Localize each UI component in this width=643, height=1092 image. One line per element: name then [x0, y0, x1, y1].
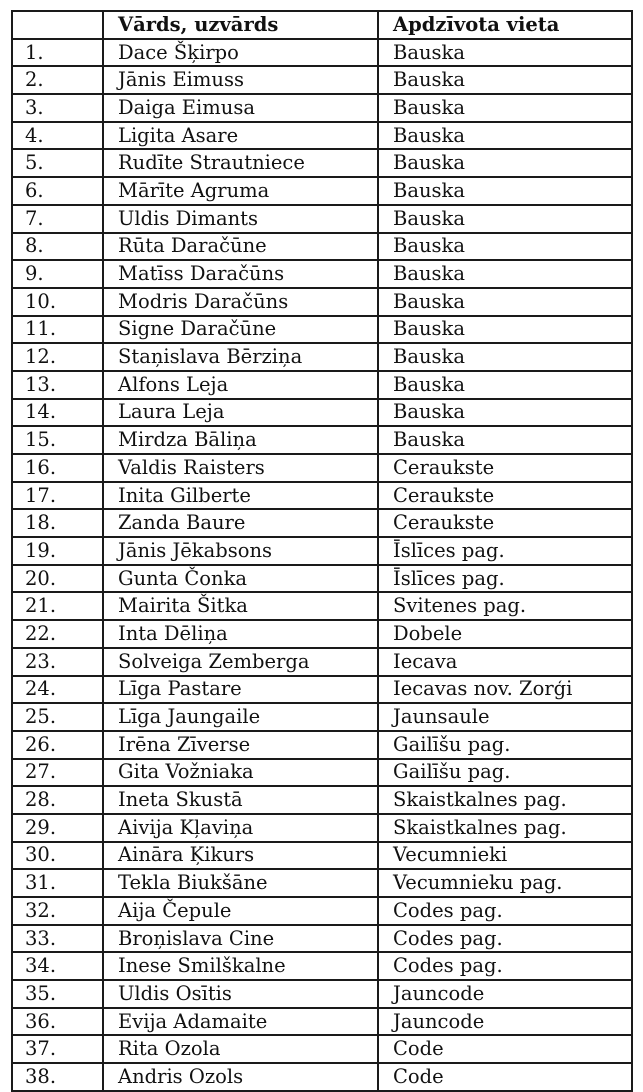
row-number-cell: 36.: [12, 1008, 103, 1036]
row-number-cell: 12.: [12, 343, 103, 371]
table-row: [12, 316, 632, 344]
row-number-cell: 1.: [12, 39, 103, 67]
table-row: [12, 509, 632, 537]
row-name-cell: Ligita Asare: [103, 122, 378, 150]
row-place-cell: Bauska: [378, 177, 632, 205]
row-name-cell: Aivija Kļaviņa: [103, 814, 378, 842]
row-number-cell: 34.: [12, 952, 103, 980]
row-name-cell: Andris Ozols: [103, 1063, 378, 1091]
row-place-cell: Skaistkalnes pag.: [378, 814, 632, 842]
row-place-cell: Īslīces pag.: [378, 565, 632, 593]
row-place-cell: Bauska: [378, 149, 632, 177]
row-number-cell: 37.: [12, 1035, 103, 1063]
row-place-cell: Bauska: [378, 39, 632, 67]
table-row: [12, 869, 632, 897]
row-name-cell: Jānis Jēkabsons: [103, 537, 378, 565]
table-row: [12, 676, 632, 704]
row-name-cell: Staņislava Bērziņa: [103, 343, 378, 371]
row-name-cell: Matīss Daračūns: [103, 260, 378, 288]
table-row: [12, 620, 632, 648]
row-place-cell: Codes pag.: [378, 897, 632, 925]
table-row: [12, 897, 632, 925]
row-place-cell: Bauska: [378, 399, 632, 427]
row-place-cell: Bauska: [378, 426, 632, 454]
row-number-cell: 17.: [12, 482, 103, 510]
table-row: [12, 454, 632, 482]
row-number-cell: 7.: [12, 205, 103, 233]
row-name-cell: Rudīte Strautniece: [103, 149, 378, 177]
table-row: [12, 233, 632, 261]
row-name-cell: Mairita Šitka: [103, 592, 378, 620]
table-row: [12, 205, 632, 233]
row-place-cell: Code: [378, 1063, 632, 1091]
row-number-cell: 38.: [12, 1063, 103, 1091]
row-number-cell: 13.: [12, 371, 103, 399]
participants-table-container: [11, 10, 631, 1088]
row-number-cell: 31.: [12, 869, 103, 897]
row-name-cell: Zanda Baure: [103, 509, 378, 537]
table-row: [12, 703, 632, 731]
row-place-cell: Bauska: [378, 66, 632, 94]
table-row: [12, 980, 632, 1008]
row-place-cell: Jaunsaule: [378, 703, 632, 731]
row-name-cell: Līga Jaungaile: [103, 703, 378, 731]
row-name-cell: Dace Šķirpo: [103, 39, 378, 67]
row-name-cell: Inita Gilberte: [103, 482, 378, 510]
table-row: [12, 1008, 632, 1036]
row-number-cell: 14.: [12, 399, 103, 427]
header-name: Vārds, uzvārds: [103, 11, 378, 39]
row-place-cell: Gailīšu pag.: [378, 759, 632, 787]
row-name-cell: Solveiga Zemberga: [103, 648, 378, 676]
row-name-cell: Gunta Čonka: [103, 565, 378, 593]
row-place-cell: Codes pag.: [378, 925, 632, 953]
table-body: [12, 39, 632, 1091]
table-row: [12, 399, 632, 427]
header-number: [12, 11, 103, 39]
participants-table: [11, 10, 633, 1092]
row-place-cell: Vecumnieku pag.: [378, 869, 632, 897]
row-place-cell: Jauncode: [378, 1008, 632, 1036]
row-place-cell: Bauska: [378, 122, 632, 150]
row-number-cell: 27.: [12, 759, 103, 787]
row-number-cell: 28.: [12, 786, 103, 814]
row-number-cell: 15.: [12, 426, 103, 454]
row-name-cell: Alfons Leja: [103, 371, 378, 399]
row-number-cell: 23.: [12, 648, 103, 676]
row-name-cell: Tekla Biukšāne: [103, 869, 378, 897]
table-row: [12, 426, 632, 454]
row-name-cell: Aija Čepule: [103, 897, 378, 925]
row-number-cell: 25.: [12, 703, 103, 731]
row-number-cell: 10.: [12, 288, 103, 316]
row-number-cell: 20.: [12, 565, 103, 593]
row-number-cell: 30.: [12, 842, 103, 870]
table-row: [12, 842, 632, 870]
row-number-cell: 5.: [12, 149, 103, 177]
row-number-cell: 22.: [12, 620, 103, 648]
row-place-cell: Bauska: [378, 233, 632, 261]
row-number-cell: 18.: [12, 509, 103, 537]
row-number-cell: 19.: [12, 537, 103, 565]
row-name-cell: Evija Adamaite: [103, 1008, 378, 1036]
row-place-cell: Jauncode: [378, 980, 632, 1008]
table-row: [12, 122, 632, 150]
table-row: [12, 288, 632, 316]
row-name-cell: Laura Leja: [103, 399, 378, 427]
row-place-cell: Bauska: [378, 343, 632, 371]
row-name-cell: Rūta Daračūne: [103, 233, 378, 261]
row-number-cell: 11.: [12, 316, 103, 344]
table-row: [12, 565, 632, 593]
table-row: [12, 592, 632, 620]
row-number-cell: 8.: [12, 233, 103, 261]
row-place-cell: Iecavas nov. Zorģi: [378, 676, 632, 704]
row-place-cell: Bauska: [378, 288, 632, 316]
row-place-cell: Bauska: [378, 205, 632, 233]
row-place-cell: Vecumnieki: [378, 842, 632, 870]
row-name-cell: Rita Ozola: [103, 1035, 378, 1063]
row-place-cell: Skaistkalnes pag.: [378, 786, 632, 814]
row-name-cell: Irēna Zīverse: [103, 731, 378, 759]
table-row: [12, 39, 632, 67]
table-header-row: [12, 11, 632, 39]
table-row: [12, 482, 632, 510]
row-name-cell: Gita Vožniaka: [103, 759, 378, 787]
row-name-cell: Mārīte Agruma: [103, 177, 378, 205]
row-place-cell: Dobele: [378, 620, 632, 648]
table-row: [12, 260, 632, 288]
row-number-cell: 24.: [12, 676, 103, 704]
row-name-cell: Inese Smilškalne: [103, 952, 378, 980]
table-row: [12, 149, 632, 177]
row-number-cell: 26.: [12, 731, 103, 759]
header-place: Apdzīvota vieta: [378, 11, 632, 39]
row-name-cell: Valdis Raisters: [103, 454, 378, 482]
row-place-cell: Ceraukste: [378, 509, 632, 537]
table-row: [12, 177, 632, 205]
table-row: [12, 925, 632, 953]
row-place-cell: Codes pag.: [378, 952, 632, 980]
row-place-cell: Ceraukste: [378, 482, 632, 510]
row-name-cell: Līga Pastare: [103, 676, 378, 704]
row-place-cell: Gailīšu pag.: [378, 731, 632, 759]
table-row: [12, 814, 632, 842]
table-row: [12, 952, 632, 980]
table-row: [12, 759, 632, 787]
row-name-cell: Aināra Ķikurs: [103, 842, 378, 870]
row-number-cell: 4.: [12, 122, 103, 150]
row-number-cell: 9.: [12, 260, 103, 288]
row-name-cell: Mirdza Bāliņa: [103, 426, 378, 454]
table-row: [12, 648, 632, 676]
row-name-cell: Signe Daračūne: [103, 316, 378, 344]
row-place-cell: Ceraukste: [378, 454, 632, 482]
row-place-cell: Bauska: [378, 316, 632, 344]
table-row: [12, 66, 632, 94]
row-place-cell: Iecava: [378, 648, 632, 676]
row-name-cell: Ineta Skustā: [103, 786, 378, 814]
table-row: [12, 371, 632, 399]
row-place-cell: Īslīces pag.: [378, 537, 632, 565]
row-number-cell: 6.: [12, 177, 103, 205]
table-row: [12, 786, 632, 814]
row-place-cell: Bauska: [378, 94, 632, 122]
row-name-cell: Modris Daračūns: [103, 288, 378, 316]
row-place-cell: Svitenes pag.: [378, 592, 632, 620]
row-name-cell: Uldis Dimants: [103, 205, 378, 233]
row-name-cell: Broņislava Cine: [103, 925, 378, 953]
row-number-cell: 29.: [12, 814, 103, 842]
row-place-cell: Code: [378, 1035, 632, 1063]
table-row: [12, 343, 632, 371]
table-row: [12, 1063, 632, 1091]
row-number-cell: 2.: [12, 66, 103, 94]
row-number-cell: 16.: [12, 454, 103, 482]
row-name-cell: Daiga Eimusa: [103, 94, 378, 122]
table-row: [12, 731, 632, 759]
row-place-cell: Bauska: [378, 371, 632, 399]
table-row: [12, 537, 632, 565]
row-number-cell: 21.: [12, 592, 103, 620]
row-name-cell: Uldis Osītis: [103, 980, 378, 1008]
row-number-cell: 3.: [12, 94, 103, 122]
row-name-cell: Jānis Eimuss: [103, 66, 378, 94]
row-name-cell: Inta Dēliņa: [103, 620, 378, 648]
row-place-cell: Bauska: [378, 260, 632, 288]
table-row: [12, 1035, 632, 1063]
row-number-cell: 35.: [12, 980, 103, 1008]
row-number-cell: 32.: [12, 897, 103, 925]
table-row: [12, 94, 632, 122]
row-number-cell: 33.: [12, 925, 103, 953]
